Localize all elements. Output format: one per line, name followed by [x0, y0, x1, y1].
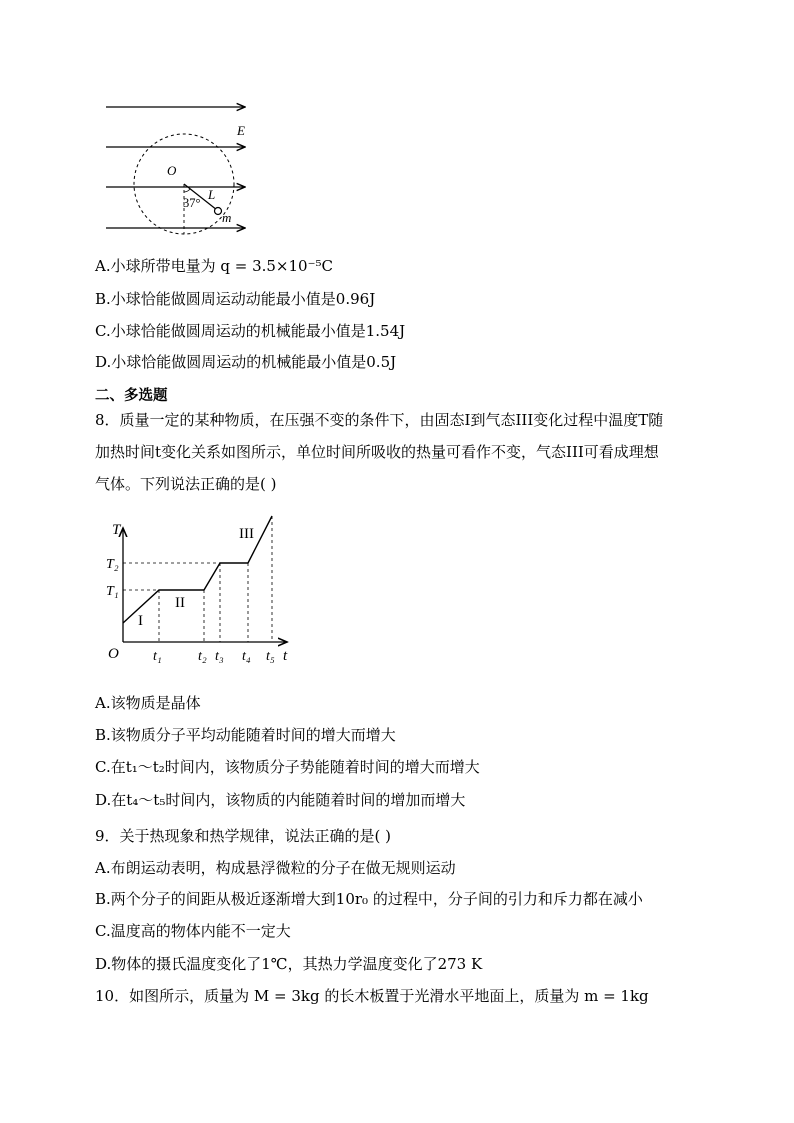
tick-t3: t₃	[215, 649, 224, 664]
q8-stem-line-1: 8．质量一定的某种物质，在压强不变的条件下，由固态I到气态III变化过程中温度T随	[95, 411, 664, 429]
q8-option-d: D.在t₄～t₅时间内，该物质的内能随着时间的增加而增大	[95, 791, 466, 809]
label-E: E	[237, 123, 245, 138]
origin-label: O	[108, 646, 119, 662]
q7-option-c: C.小球恰能做圆周运动的机械能最小值是1.54J	[95, 322, 406, 340]
phase-label-II: II	[175, 595, 185, 611]
q10-stem: 10．如图所示，质量为 M = 3kg 的长木板置于光滑水平地面上，质量为 m = 1kg	[95, 987, 649, 1005]
q7-option-d: D.小球恰能做圆周运动的机械能最小值是0.5J	[95, 353, 397, 371]
label-L: L	[208, 187, 216, 202]
section-title-multiple-choice: 二、多选题	[95, 388, 168, 404]
q8-stem-line-3: 气体。下列说法正确的是( )	[95, 475, 277, 493]
q8-option-b: B.该物质分子平均动能随着时间的增大而增大	[95, 726, 396, 744]
label-angle: 37°	[183, 196, 201, 210]
axis-label-T: T	[112, 522, 121, 538]
phase-label-III: III	[239, 526, 254, 542]
q8-option-c: C.在t₁～t₂时间内，该物质分子势能随着时间的增大而增大	[95, 758, 480, 776]
q7-option-a: A.小球所带电量为 q = 3.5×10⁻⁵C	[95, 257, 333, 275]
label-m: m	[222, 210, 232, 225]
tick-T1: T₁	[106, 584, 119, 599]
charged-ball	[215, 208, 222, 215]
tick-t4: t₄	[242, 649, 251, 664]
q9-option-d: D.物体的摄氏温度变化了1℃，其热力学温度变化了273 K	[95, 955, 483, 973]
axis-label-t: t	[283, 648, 288, 664]
angle-arc	[184, 189, 190, 192]
label-O: O	[167, 163, 177, 178]
temperature-time-graph	[100, 508, 310, 668]
tick-t5: t₅	[266, 649, 275, 664]
tick-t2: t₂	[198, 649, 207, 664]
electric-field-figure	[100, 100, 260, 235]
q8-option-a: A.该物质是晶体	[95, 694, 201, 712]
q9-stem: 9．关于热现象和热学规律，说法正确的是( )	[95, 827, 392, 845]
q9-option-c: C.温度高的物体内能不一定大	[95, 922, 291, 940]
q9-option-b: B.两个分子的间距从极近逐渐增大到10r₀ 的过程中，分子间的引力和斥力都在减小	[95, 890, 643, 908]
q7-option-b: B.小球恰能做圆周运动动能最小值是0.96J	[95, 290, 376, 308]
tick-t1: t₁	[153, 649, 162, 664]
q9-option-a: A.布朗运动表明，构成悬浮微粒的分子在做无规则运动	[95, 859, 456, 877]
q8-stem-line-2: 加热时间t变化关系如图所示，单位时间所吸收的热量可看作不变，气态III可看成理想	[95, 443, 659, 461]
tick-T2: T₂	[106, 557, 119, 572]
phase-label-I: I	[138, 613, 143, 629]
